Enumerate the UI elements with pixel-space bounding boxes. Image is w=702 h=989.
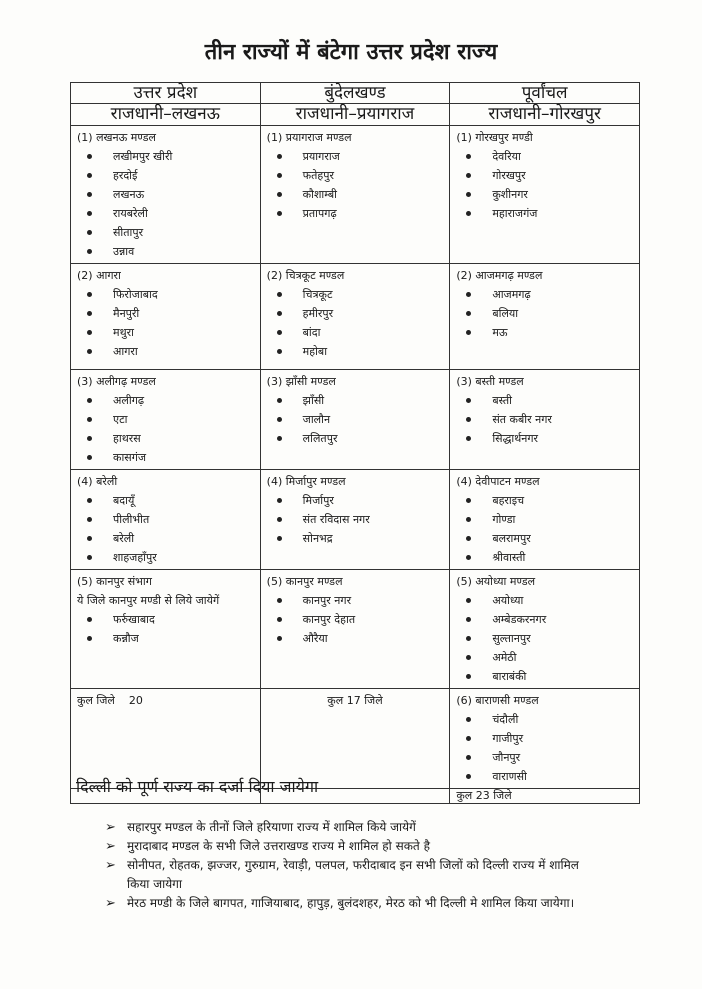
division-row (71, 264, 640, 370)
note-item (105, 894, 605, 913)
note-item (105, 856, 605, 894)
district-list (267, 491, 444, 548)
capital-purvanchal: राजधानी–गोरखपुर (450, 104, 640, 126)
division-heading: (2) आजमगढ़ मण्डल (456, 269, 543, 282)
arrow-bullet-icon: ➢ (105, 858, 116, 873)
division-heading: (5) कानपुर संभाग (77, 575, 152, 588)
district-item: सोनभद्र (303, 529, 444, 548)
note-item (105, 837, 605, 856)
district-item: जालौन (303, 410, 444, 429)
district-item: चंदौली (492, 710, 633, 729)
district-item: बलिया (492, 304, 633, 323)
division-row (71, 470, 640, 570)
district-item: सिद्धार्थनगर (492, 429, 633, 448)
division-heading: (1) लखनऊ मण्डल (77, 131, 156, 144)
division-cell (260, 570, 450, 689)
capital-row (71, 104, 640, 126)
district-item: हमीरपुर (303, 304, 444, 323)
district-item: बदायूँ (113, 491, 254, 510)
division-row (71, 370, 640, 470)
district-list (77, 610, 254, 648)
district-list (77, 491, 254, 567)
district-list (456, 391, 633, 448)
arrow-bullet-icon: ➢ (105, 896, 116, 911)
district-item: कानपुर देहात (303, 610, 444, 629)
district-item: हाथरस (113, 429, 254, 448)
division-cell (450, 126, 640, 264)
state-name-row (71, 83, 640, 104)
division-cell (450, 370, 640, 470)
division-heading: (2) चित्रकूट मण्डल (266, 269, 345, 282)
division-heading: (3) झाँसी मण्डल (266, 375, 336, 388)
division-cell (71, 470, 261, 570)
division-heading: (5) कानपुर मण्डल (266, 575, 343, 588)
division-cell (260, 126, 450, 264)
notes-list (105, 818, 605, 913)
totals-row (71, 689, 640, 789)
district-item: संत रविदास नगर (303, 510, 444, 529)
note-item (105, 818, 605, 837)
district-item: गाजीपुर (492, 729, 633, 748)
page-title: तीन राज्यों में बंटेगा उत्तर प्रदेश राज्य (204, 40, 498, 65)
division-varanasi (450, 689, 640, 789)
district-item: श्रीवास्ती (492, 548, 633, 567)
district-item: मैनपुरी (113, 304, 254, 323)
district-item: कन्नौज (113, 629, 254, 648)
district-list (77, 285, 254, 361)
district-item: आगरा (113, 342, 254, 361)
district-item: सुल्तानपुर (492, 629, 633, 648)
district-list (267, 591, 444, 648)
division-cell (450, 570, 640, 689)
district-list (267, 391, 444, 448)
district-item: बस्ती (492, 391, 633, 410)
division-heading: (4) बरेली (77, 475, 118, 488)
district-item: फर्रुखाबाद (113, 610, 254, 629)
division-cell (71, 126, 261, 264)
district-item: जौनपुर (492, 748, 633, 767)
district-list (456, 710, 633, 786)
district-item: झाँसी (303, 391, 444, 410)
district-item: शाहजहाँपुर (113, 548, 254, 567)
district-item: मथुरा (113, 323, 254, 342)
note-text: मुरादाबाद मण्डल के सभी जिले उत्तराखण्ड राज्य मे शामिल हो सकते है (127, 839, 430, 853)
capital-bundelkhand: राजधानी–प्रयागराज (260, 104, 450, 126)
district-item: फतेहपुर (303, 166, 444, 185)
arrow-bullet-icon: ➢ (105, 820, 116, 835)
district-list (77, 147, 254, 261)
district-item: बरेली (113, 529, 254, 548)
division-cell (450, 264, 640, 370)
note-text: मेरठ मण्डी के जिले बागपत, गाजियाबाद, हापुड़, बुलंदशहर, मेरठ को भी दिल्ली मे शामिल किया जायेगा। (127, 896, 575, 910)
district-item: अलीगढ़ (113, 391, 254, 410)
capital-uttar-pradesh: राजधानी–लखनऊ (71, 104, 261, 126)
delhi-statement: दिल्ली को पूर्ण राज्य का दर्जा दिया जायेगा (76, 777, 319, 796)
total-bundelkhand (260, 689, 450, 789)
states-table (70, 82, 640, 804)
district-item: ललितपुर (303, 429, 444, 448)
district-item: चित्रकूट (303, 285, 444, 304)
column-header-uttar-pradesh: उत्तर प्रदेश (71, 83, 261, 104)
division-cell (71, 570, 261, 689)
district-item: गोरखपुर (492, 166, 633, 185)
district-item: कौशाम्बी (303, 185, 444, 204)
column-header-purvanchal: पूर्वांचल (450, 83, 640, 104)
division-cell (71, 264, 261, 370)
district-item: उन्नाव (113, 242, 254, 261)
division-heading: (3) बस्ती मण्डल (456, 375, 524, 388)
total-text: कुल 17 जिले (327, 694, 383, 707)
note-text: सोनीपत, रोहतक, झज्जर, गुरुग्राम, रेवाड़ी, पलपल, फरीदाबाद इन सभी जिलों को दिल्ली राज्य में शामिल किया जायेगा (127, 858, 579, 891)
note-text: सहारपुर मण्डल के तीनों जिले हरियाणा राज्य में शामिल किये जायेगें (127, 820, 416, 834)
district-item: महाराजगंज (492, 204, 633, 223)
district-item: सीतापुर (113, 223, 254, 242)
district-item: महोबा (303, 342, 444, 361)
district-item: कानपुर नगर (303, 591, 444, 610)
division-cell (450, 470, 640, 570)
division-heading: (1) गोरखपुर मण्डी (456, 131, 533, 144)
district-item: बाराबंकी (492, 667, 633, 686)
division-cell (71, 370, 261, 470)
district-item: अम्बेडकरनगर (492, 610, 633, 629)
division-heading: (4) मिर्जापुर मण्डल (266, 475, 346, 488)
district-item: हरदोई (113, 166, 254, 185)
district-item: संत कबीर नगर (492, 410, 633, 429)
district-item: आजमगढ़ (492, 285, 633, 304)
district-list (456, 591, 633, 686)
district-item: लखीमपुर खीरी (113, 147, 254, 166)
total-text: कुल जिले 20 (77, 694, 143, 707)
district-list (456, 285, 633, 342)
district-item: वाराणसी (492, 767, 633, 786)
district-item: रायबरेली (113, 204, 254, 223)
column-header-bundelkhand: बुंदेलखण्ड (260, 83, 450, 104)
division-cell (260, 470, 450, 570)
district-item: एटा (113, 410, 254, 429)
division-row (71, 570, 640, 689)
division-heading: (6) बाराणसी मण्डल (456, 694, 539, 707)
district-item: बांदा (303, 323, 444, 342)
district-list (267, 147, 444, 223)
division-row (71, 126, 640, 264)
division-heading: (4) देवीपाटन मण्डल (456, 475, 540, 488)
district-item: कासगंज (113, 448, 254, 467)
district-item: देवरिया (492, 147, 633, 166)
district-list (77, 391, 254, 467)
division-cell (260, 264, 450, 370)
district-list (456, 147, 633, 223)
district-list (456, 491, 633, 567)
division-heading: (1) प्रयागराज मण्डल (266, 131, 352, 144)
district-item: बहराइच (492, 491, 633, 510)
division-cell (260, 370, 450, 470)
district-item: औरैया (303, 629, 444, 648)
district-item: मिर्जापुर (303, 491, 444, 510)
arrow-bullet-icon: ➢ (105, 839, 116, 854)
district-item: अयोध्या (492, 591, 633, 610)
district-item: मऊ (492, 323, 633, 342)
district-item: अमेठी (492, 648, 633, 667)
total-uttar-pradesh (71, 689, 261, 789)
district-item: पीलीभीत (113, 510, 254, 529)
district-item: कुशीनगर (492, 185, 633, 204)
district-item: प्रयागराज (303, 147, 444, 166)
district-item: प्रतापगढ़ (303, 204, 444, 223)
district-item: गोण्डा (492, 510, 633, 529)
district-item: फिरोजाबाद (113, 285, 254, 304)
district-item: लखनऊ (113, 185, 254, 204)
total-purvanchal: कुल 23 जिले (450, 789, 640, 804)
district-item: बलरामपुर (492, 529, 633, 548)
division-note: ये जिले कानपुर मण्डी से लिये जायेगें (77, 594, 220, 607)
division-heading: (2) आगरा (77, 269, 121, 282)
division-heading: (5) अयोध्या मण्डल (456, 575, 536, 588)
division-heading: (3) अलीगढ़ मण्डल (77, 375, 156, 388)
district-list (267, 285, 444, 361)
